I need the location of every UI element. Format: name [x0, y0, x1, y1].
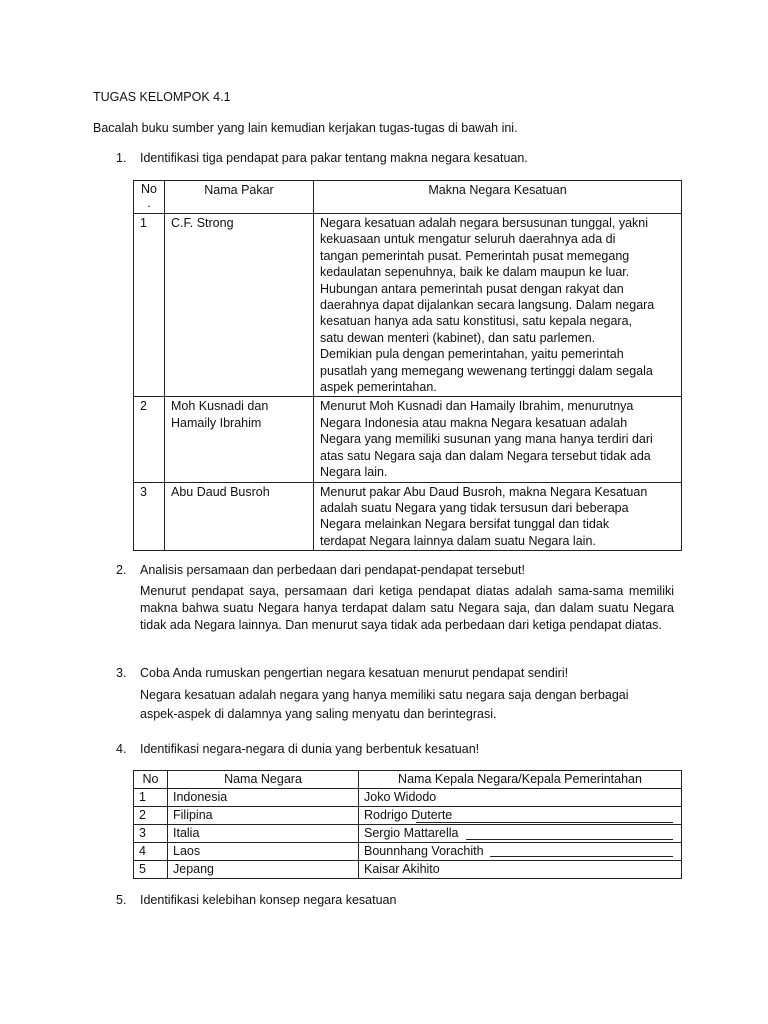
question-4-number: 4.: [116, 742, 127, 756]
row-number: 2: [134, 397, 165, 482]
row-number: 5: [134, 861, 168, 879]
table-row: [134, 214, 682, 397]
country-name: Indonesia: [168, 789, 359, 807]
country-name: Jepang: [168, 861, 359, 879]
expert-meaning: Menurut Moh Kusnadi dan Hamaily Ibrahim, menurutnya Negara Indonesia atau makna Negara kesatuan adalah Negara yang memiliki susunan yang mana hanya terdiri dari atas satu Negara saja dan dalam Negara tersebut tidak ada Negara lain.: [314, 397, 682, 482]
row-number: 4: [134, 843, 168, 861]
experts-table: [133, 180, 682, 551]
question-3-number: 3.: [116, 666, 127, 680]
head-of-state: Rodrigo Duterte: [359, 807, 682, 825]
question-3-answer: Negara kesatuan adalah negara yang hanya memiliki satu negara saja dengan berbagai aspek-aspek di dalamnya yang saling menyatu dan berintegrasi.: [140, 688, 629, 721]
table-row: [134, 861, 682, 879]
header-no: No: [134, 771, 168, 789]
question-2-text: Analisis persamaan dan perbedaan dari pendapat-pendapat tersebut!: [140, 563, 525, 577]
question-4-text: Identifikasi negara-negara di dunia yang berbentuk kesatuan!: [140, 742, 480, 756]
question-2-answer: Menurut pendapat saya, persamaan dari ketiga pendapat diatas adalah sama-sama memiliki makna bahwa suatu Negara hanya terdapat dalam satu Negara saja, dan dalam suatu Negara tidak ada Negara lainnya. Dan menurut saya tidak ada perbedaan dari ketiga pendapat diatas.: [140, 584, 674, 632]
stray-underline: [466, 839, 673, 840]
row-number: 2: [134, 807, 168, 825]
expert-meaning: Menurut pakar Abu Daud Busroh, makna Negara Kesatuan adalah suatu Negara yang tidak tersusun dari beberapa Negara melainkan Negara bersifat tunggal dan tidak terdapat Negara lainnya dalam suatu Negara lain.: [314, 482, 682, 551]
head-of-state: Sergio Mattarella: [359, 825, 682, 843]
header-makna: Makna Negara Kesatuan: [314, 181, 682, 214]
experts-table-header: [134, 181, 682, 214]
header-no: No .: [134, 181, 165, 214]
question-3-text: Coba Anda rumuskan pengertian negara kesatuan menurut pendapat sendiri!: [140, 666, 569, 680]
stray-underline: [490, 856, 673, 857]
question-5-number: 5.: [116, 893, 127, 907]
country-name: Laos: [168, 843, 359, 861]
row-number: 3: [134, 482, 165, 551]
countries-table-header: [134, 771, 682, 789]
head-of-state: Bounnhang Vorachith: [359, 843, 682, 861]
countries-table: [133, 770, 682, 879]
question-1-number: 1.: [116, 151, 127, 165]
question-1-text: Identifikasi tiga pendapat para pakar tentang makna negara kesatuan.: [140, 151, 528, 165]
header-nama-negara: Nama Negara: [168, 771, 359, 789]
expert-name: Abu Daud Busroh: [165, 482, 314, 551]
expert-meaning: Negara kesatuan adalah negara bersusunan tunggal, yakni kekuasaan untuk mengatur seluruh daerahnya ada di tangan pemerintah pusat. Pemerintah pusat memegang kedaulatan sepenuhnya, baik ke dalam maupun ke luar. Hubungan antara pemerintah pusat dengan rakyat dan daerahnya dapat dijalankan secara langsung. Dalam negara kesatuan hanya ada satu konstitusi, satu kepala negara, satu dewan menteri (kabinet), dan satu parlemen. Demikian pula dengan pemerintahan, yaitu pemerintah pusatlah yang memegang wewenang tertinggi dalam segala aspek pemerintahan.: [314, 214, 682, 397]
country-name: Italia: [168, 825, 359, 843]
row-number: 3: [134, 825, 168, 843]
stray-underline: [416, 822, 673, 823]
table-row: [134, 843, 682, 861]
row-number: 1: [134, 214, 165, 397]
table-row: [134, 789, 682, 807]
table-row: [134, 482, 682, 551]
expert-name: C.F. Strong: [165, 214, 314, 397]
intro-instruction: Bacalah buku sumber yang lain kemudian kerjakan tugas-tugas di bawah ini.: [93, 121, 518, 135]
question-2-number: 2.: [116, 563, 127, 577]
header-kepala-negara: Nama Kepala Negara/Kepala Pemerintahan: [359, 771, 682, 789]
question-5-text: Identifikasi kelebihan konsep negara kesatuan: [140, 893, 397, 907]
head-of-state: Joko Widodo: [359, 789, 682, 807]
table-row: [134, 397, 682, 482]
expert-name: Moh Kusnadi dan Hamaily Ibrahim: [165, 397, 314, 482]
country-name: Filipina: [168, 807, 359, 825]
document-title: TUGAS KELOMPOK 4.1: [93, 90, 231, 104]
head-of-state: Kaisar Akihito: [359, 861, 682, 879]
row-number: 1: [134, 789, 168, 807]
header-nama-pakar: Nama Pakar: [165, 181, 314, 214]
